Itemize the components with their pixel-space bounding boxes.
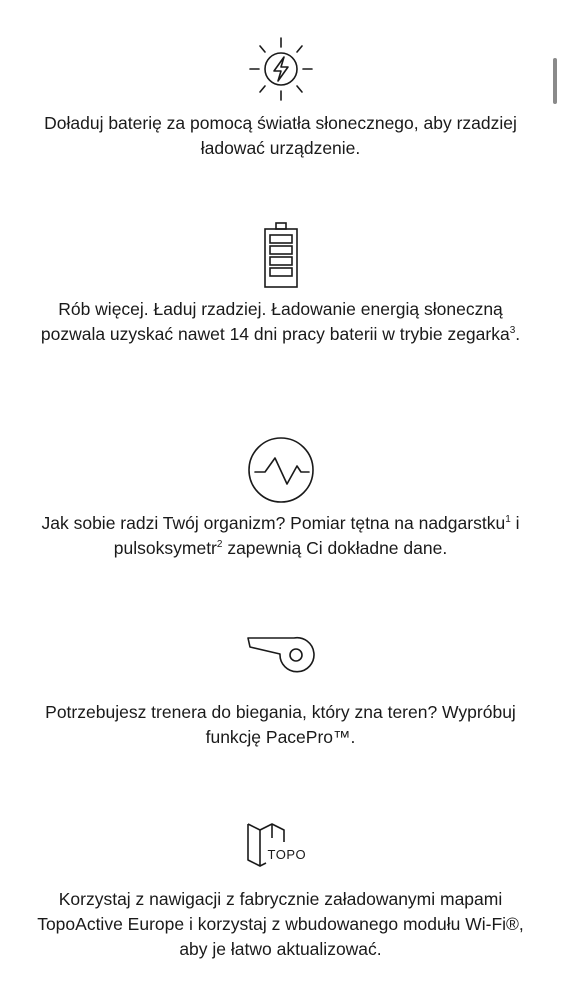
heart-rate-icon xyxy=(247,436,315,504)
feature-topo-text: Korzystaj z nawigacji z fabrycznie załadowanymi mapami TopoActive Europe i korzystaj z wbudowanego modułu Wi-Fi®, aby je łatwo aktualizować. xyxy=(37,889,524,959)
solar-sun-lightning-icon xyxy=(246,34,316,104)
topo-map-icon xyxy=(246,820,316,868)
feature-solar-text: Doładuj baterię za pomocą światła słonecznego, aby rzadziej ładować urządzenie. xyxy=(44,113,517,158)
feature-battery-text xyxy=(30,297,531,347)
whistle-icon xyxy=(246,634,316,674)
footnote-1: 1 xyxy=(505,514,511,526)
heart-rate-text-main: Jak sobie radzi Twój organizm? Pomiar tętna na nadgarstku xyxy=(41,513,506,533)
heart-rate-text-end: zapewnią Ci dokładne dane. xyxy=(222,538,448,558)
battery-icon xyxy=(263,221,299,289)
battery-text-end: . xyxy=(515,324,521,344)
scrollbar[interactable] xyxy=(553,58,557,104)
heart-rate-text-mid: i pulsoksymetr xyxy=(113,513,520,558)
footnote-3: 3 xyxy=(509,325,516,337)
topo-label: TOPO xyxy=(267,847,307,862)
feature-pacepro-text: Potrzebujesz trenera do biegania, który zna teren? Wypróbuj funkcję PacePro™. xyxy=(45,702,516,747)
feature-heart-rate-text xyxy=(30,511,531,561)
footnote-2: 2 xyxy=(216,539,223,551)
battery-text-main: Rób więcej. Ładuj rzadziej. Ładowanie energią słoneczną pozwala uzyskać nawet 14 dni pracy baterii w trybie zegarka xyxy=(40,299,510,344)
